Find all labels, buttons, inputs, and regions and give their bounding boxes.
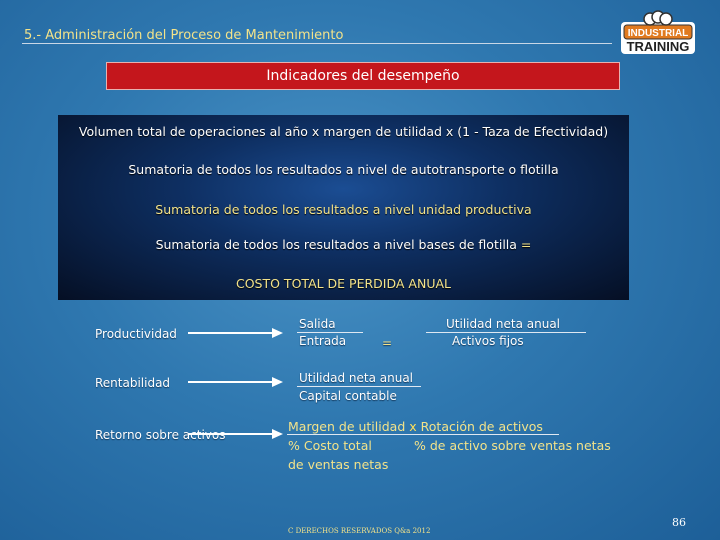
ratio-numerator: Utilidad neta anual: [446, 317, 561, 331]
rotation-term: Rotación de activos: [420, 419, 543, 434]
panel-line-unit: Sumatoria de todos los resultados a nivel unidad productiva: [155, 202, 532, 217]
ratio-denominator: Capital contable: [299, 389, 397, 403]
ratio-numerator: Salida: [299, 317, 336, 331]
fraction-bar: [426, 332, 586, 333]
ratio-denominator: Entrada: [299, 334, 347, 348]
fraction-bar: [287, 434, 559, 435]
page-number: 86: [672, 516, 686, 529]
panel-line-total: COSTO TOTAL DE PERDIDA ANUAL: [235, 276, 451, 291]
fraction-bar: [297, 386, 421, 387]
page-title: 5.- Administración del Proceso de Mantenimiento: [24, 28, 344, 43]
banner-label: Indicadores del desempeño: [266, 68, 460, 84]
panel-line-bases-text: Sumatoria de todos los resultados a nivel bases de flotilla: [155, 237, 517, 252]
copyright-notice: C DERECHOS RESERVADOS Q&a 2012: [288, 527, 431, 535]
panel-line-fleet: Sumatoria de todos los resultados a nivel de autotransporte o flotilla: [128, 162, 559, 177]
margin-term: Margen de utilidad: [288, 419, 406, 434]
roa-numerator: [288, 419, 543, 434]
roa-denominator-c: de ventas netas: [288, 457, 389, 472]
multiply-sign: x: [409, 419, 417, 434]
panel-line-volume: Volumen total de operaciones al año x margen de utilidad x (1 - Taza de Efectividad): [78, 124, 609, 139]
equals-sign: =: [520, 237, 532, 252]
label-productividad: Productividad: [95, 327, 177, 341]
roa-denominator-a: % Costo total: [288, 438, 372, 453]
ratio-numerator: Utilidad neta anual: [299, 371, 414, 385]
roa-denominator-b: % de activo sobre ventas netas: [414, 438, 611, 453]
label-rentabilidad: Rentabilidad: [95, 376, 171, 390]
arrow-right-icon: [188, 427, 284, 441]
panel-line-bases: [58, 237, 629, 252]
industrial-training-logo: [618, 10, 698, 56]
fraction-bar: [297, 332, 363, 333]
indicators-banner: [106, 62, 620, 90]
label-retorno-sobre-activos: Retorno sobre activos: [95, 428, 226, 442]
header-divider: [22, 43, 612, 44]
arrow-right-icon: [188, 326, 284, 340]
svg-text:TRAINING: TRAINING: [626, 39, 690, 54]
equals-sign: =: [382, 336, 393, 350]
ratio-denominator: Activos fijos: [452, 334, 524, 348]
svg-text:INDUSTRIAL: INDUSTRIAL: [627, 28, 689, 39]
arrow-right-icon: [188, 375, 284, 389]
